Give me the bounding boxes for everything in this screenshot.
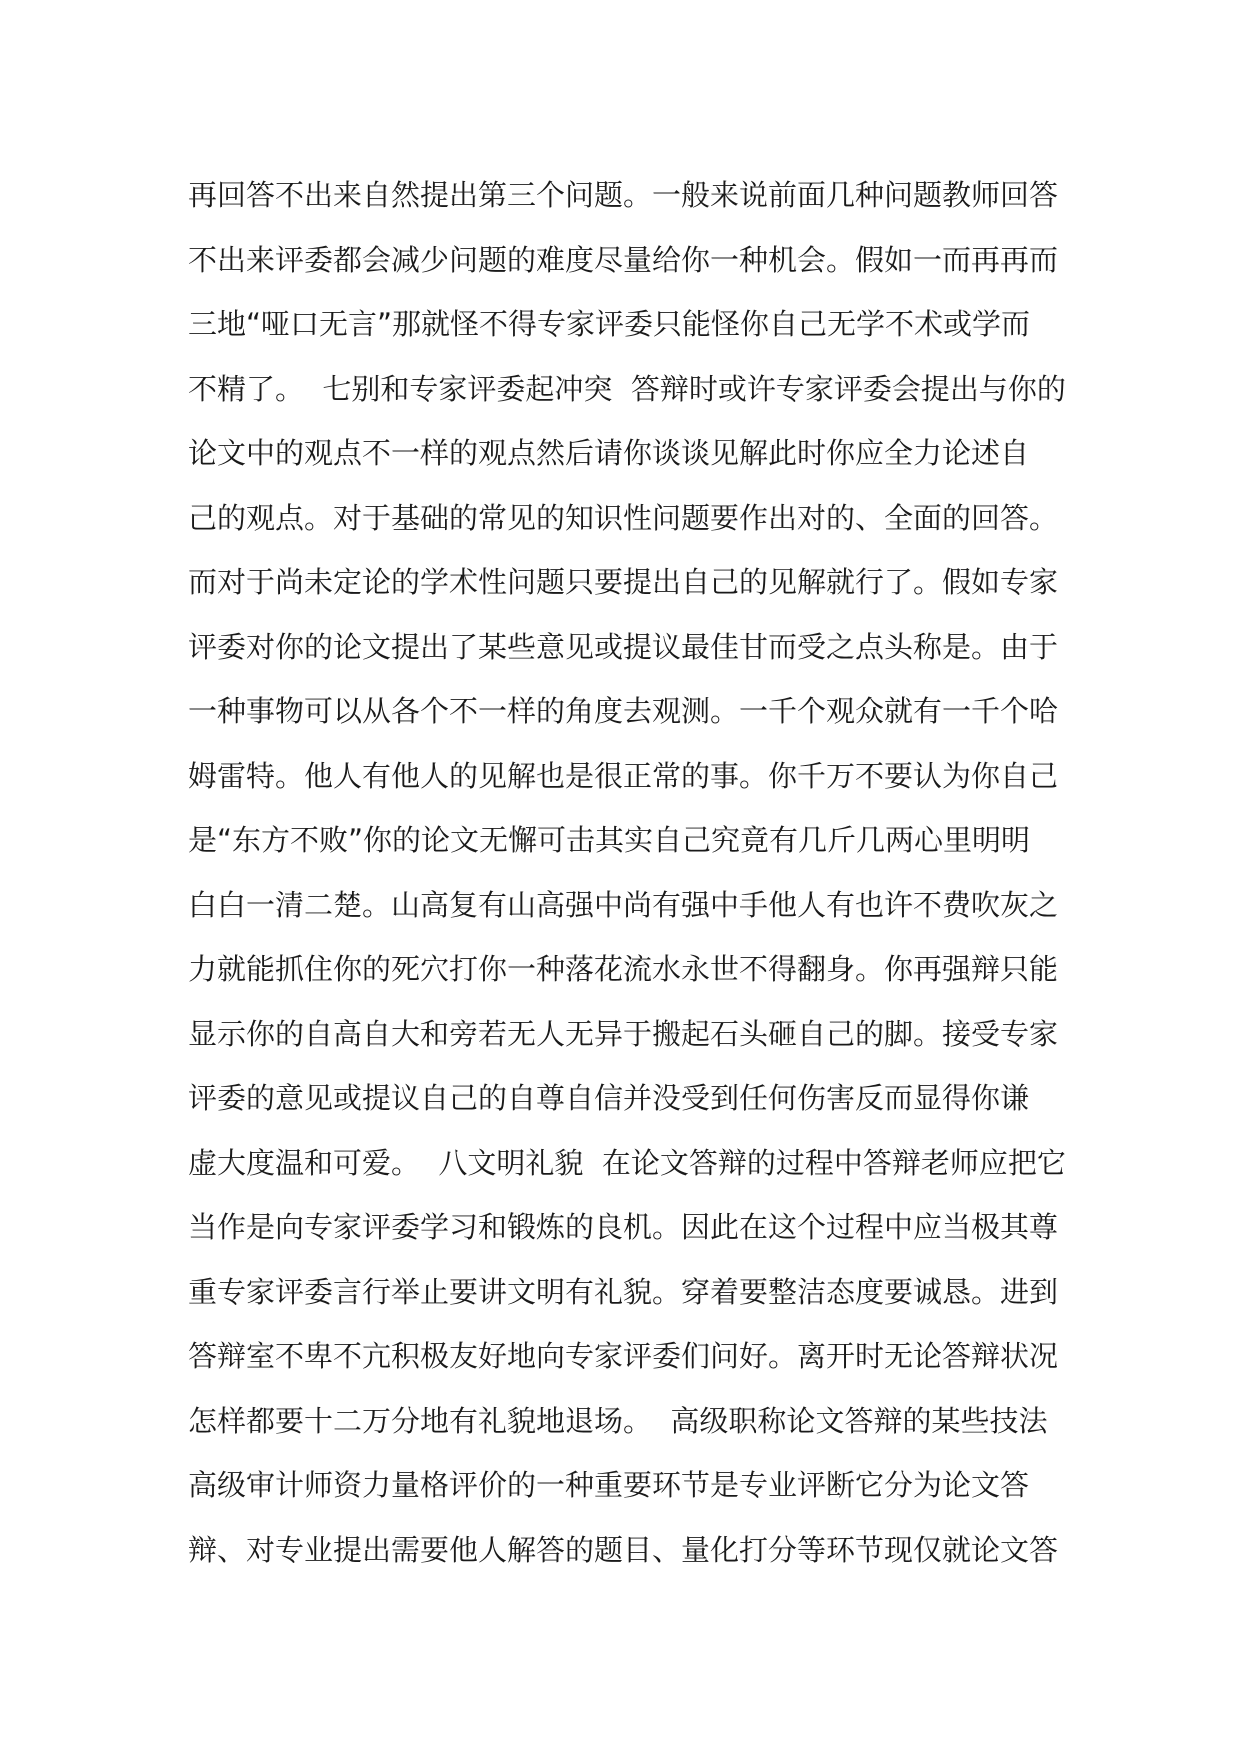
text-line: 白白一清二楚。山高复有山高强中尚有强中手他人有也许不费吹灰之 xyxy=(188,887,1059,922)
text-line: 力就能抓住你的死穴打你一种落花流水永世不得翻身。你再强辩只能 xyxy=(188,952,1059,986)
text-line: 一种事物可以从各个不一样的角度去观测。一千个观众就有一千个哈 xyxy=(188,694,1059,728)
text-line: 答辩室不卑不亢积极友好地向专家评委们问好。离开时无论答辩状况 xyxy=(188,1339,1059,1373)
text-line: 三地“哑口无言”那就怪不得专家评委只能怪你自己无学不术或学而 xyxy=(188,307,1031,341)
text-line: 评委的意见或提议自己的自尊自信并没受到任何伤害反而显得你谦 xyxy=(188,1081,1030,1115)
text-line: 是“东方不败”你的论文无懈可击其实自己究竟有几斤几两心里明明 xyxy=(188,823,1031,857)
text-line: 不出来评委都会减少问题的难度尽量给你一种机会。假如一而再再而 xyxy=(188,242,1059,277)
text-line: 不精了。 七别和专家评委起冲突 答辩时或许专家评委会提出与你的 xyxy=(188,371,1066,406)
text-line: 高级审计师资力量格评价的一种重要环节是专业评断它分为论文答 xyxy=(188,1468,1030,1502)
text-line: 而对于尚未定论的学术性问题只要提出自己的见解就行了。假如专家 xyxy=(188,565,1059,599)
text-line: 显示你的自高自大和旁若无人无异于搬起石头砸自己的脚。接受专家 xyxy=(188,1016,1059,1051)
text-line: 己的观点。对于基础的常见的知识性问题要作出对的、全面的回答。 xyxy=(188,500,1059,535)
text-line: 虚大度温和可爱。 八文明礼貌 在论文答辩的过程中答辩老师应把它 xyxy=(188,1145,1066,1180)
text-line: 评委对你的论文提出了某些意见或提议最佳甘而受之点头称是。由于 xyxy=(188,629,1059,664)
text-line: 重专家评委言行举止要讲文明有礼貌。穿着要整洁态度要诚恳。进到 xyxy=(188,1274,1059,1309)
text-line: 姆雷特。他人有他人的见解也是很正常的事。你千万不要认为你自己 xyxy=(188,758,1059,793)
text-line: 当作是向专家评委学习和锻炼的良机。因此在这个过程中应当极其尊 xyxy=(188,1210,1059,1244)
text-line: 再回答不出来自然提出第三个问题。一般来说前面几种问题教师回答 xyxy=(188,178,1059,212)
text-line: 怎样都要十二万分地有礼貌地退场。 高级职称论文答辩的某些技法 xyxy=(188,1403,1048,1438)
text-line: 论文中的观点不一样的观点然后请你谈谈见解此时你应全力论述自 xyxy=(188,436,1030,470)
text-line: 辩、对专业提出需要他人解答的题目、量化打分等环节现仅就论文答 xyxy=(188,1532,1059,1567)
body-text xyxy=(188,163,1068,1582)
